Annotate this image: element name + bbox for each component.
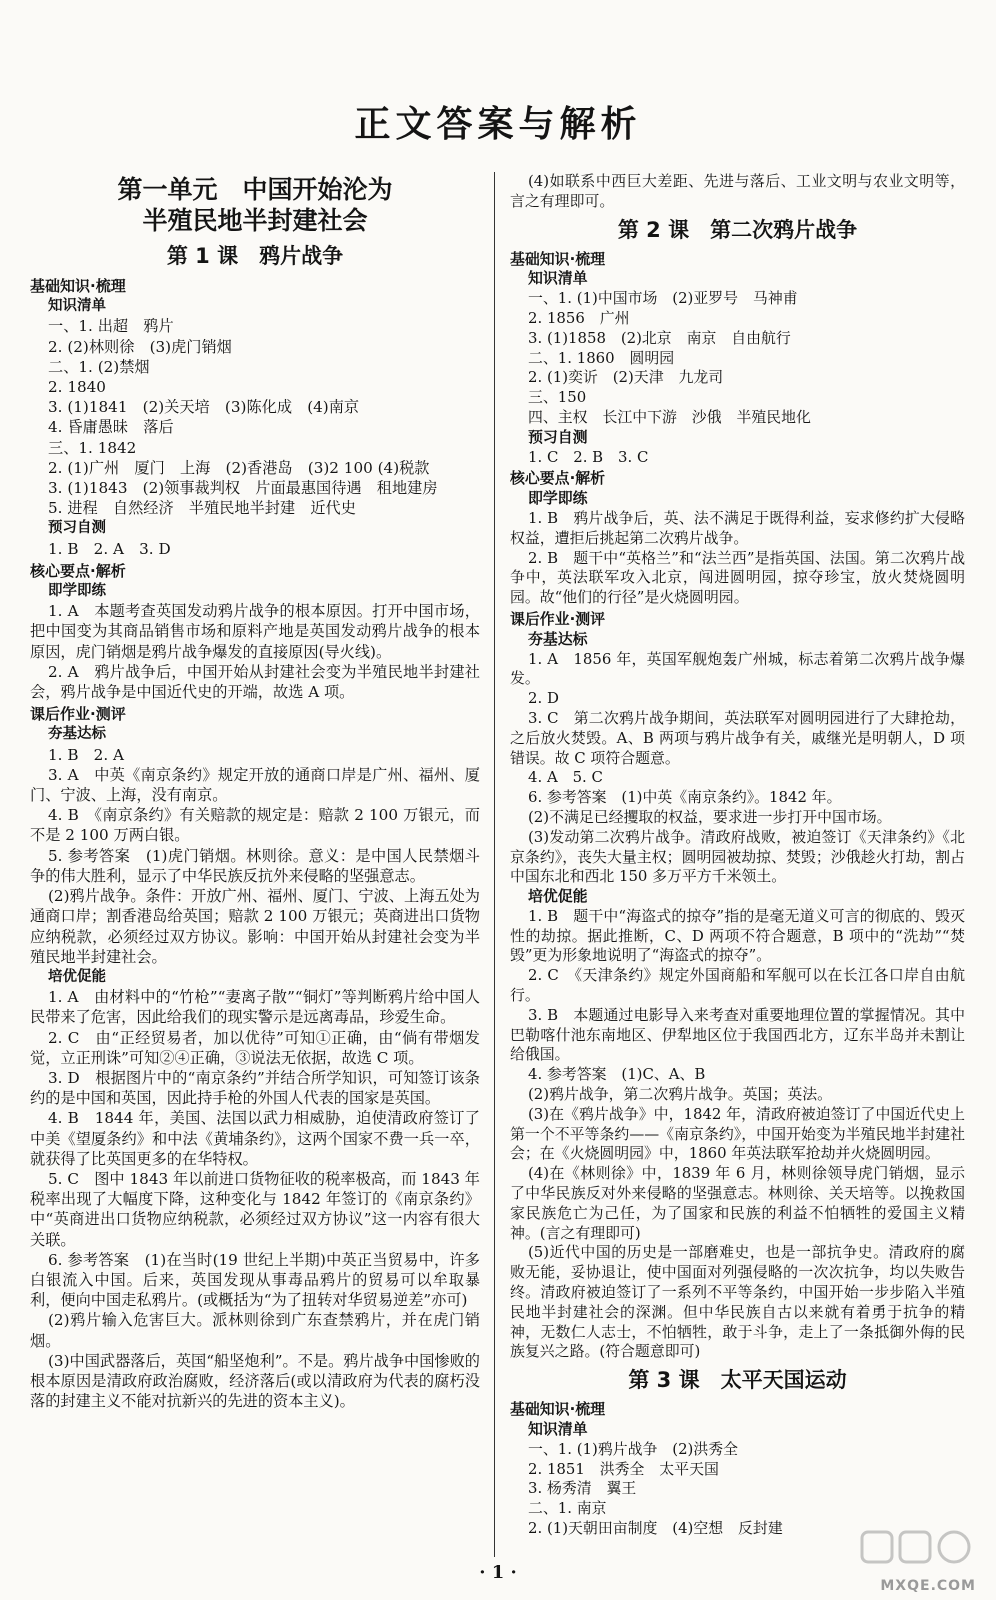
right-column bbox=[510, 172, 965, 1539]
subsection-heading: 培优促能 bbox=[528, 887, 588, 906]
answer-paragraph: 2. D bbox=[528, 689, 559, 708]
answer-paragraph: 2. C 《天津条约》规定外国商船和军舰可以在长江各口岸自由航行。 bbox=[510, 966, 965, 1005]
answer-paragraph: 2. (1)广州 厦门 上海 (2)香港岛 (3)2 100 (4)税款 bbox=[48, 458, 430, 477]
answer-paragraph: 2. A 鸦片战争后，中国开始从封建社会变为半殖民地半封建社会，鸦片战争是中国近代史的开端，故选 A 项。 bbox=[30, 662, 480, 702]
answer-paragraph: 3. (1)1843 (2)领事裁判权 片面最惠国待遇 租地建房 bbox=[48, 479, 438, 498]
left-column bbox=[30, 172, 480, 1411]
answer-paragraph: 5. C 图中 1843 年以前进口货物征收的税率极高，而 1843 年税率出现了大幅度下降，这种变化与 1842 年签订的《南京条约》中“英商进出口货物应纳税款，必须经过双方协议”这一内容有很大关联。 bbox=[30, 1169, 480, 1249]
subsection-heading: 预习自测 bbox=[528, 427, 588, 446]
answer-paragraph: (2)鸦片战争。条件：开放广州、福州、厦门、宁波、上海五处为通商口岸；割香港岛给英国；赔款 2 100 万银元；英商进出口货物应纳税款，必须经过双方协议。影响：中国开始从封建社会变为半殖民地半封建社会。 bbox=[30, 887, 480, 966]
answer-line: 4. 昏庸愚昧 落后 bbox=[48, 418, 174, 437]
answer-line: 2. (1)天朝田亩制度 (4)空想 反封建 bbox=[528, 1519, 783, 1537]
answer-paragraph: 1. A 1856 年，英国军舰炮轰广州城，标志着第二次鸦片战争爆发。 bbox=[510, 649, 965, 688]
answer-paragraph: 3. C 第二次鸦片战争期间，英法联军对圆明园进行了大肆抢劫，之后放火焚毁。A、B 两项与鸦片战争有关，戚继光是明朝人，D 项错误。故 C 项符合题意。 bbox=[510, 708, 965, 767]
answer-line: 3. (1)1841 (2)关天培 (3)陈化成 (4)南京 bbox=[48, 398, 360, 417]
answer-paragraph: (2)鸦片输入危害巨大。派林则徐到广东查禁鸦片，并在虎门销烟。 bbox=[30, 1311, 480, 1350]
answer-paragraph: (3)在《鸦片战争》中，1842 年，清政府被迫签订了中国近代史上第一个不平等条约——《南京条约》，中国开始变为半殖民地半封建社会；在《火烧圆明园》中，1860 年英法联军抢劫并火烧圆明园。 bbox=[510, 1104, 965, 1163]
section-heading: 课后作业·测评 bbox=[510, 609, 606, 628]
page-title: 正文答案与解析 bbox=[354, 103, 642, 145]
answer-line: 1. B 2. A 3. D bbox=[48, 539, 171, 558]
answer-line: 2. 1840 bbox=[48, 378, 106, 397]
answer-paragraph: 3. D 根据图片中的“南京条约”并结合所学知识，可知签订该条约的是中国和英国，因此持手枪的外国人代表的国家是英国。 bbox=[30, 1068, 480, 1108]
section-heading: 课后作业·测评 bbox=[30, 705, 126, 724]
section-heading: 基础知识·梳理 bbox=[30, 277, 126, 295]
answer-paragraph: 1. A 本题考查英国发动鸦片战争的根本原因。打开中国市场，把中国变为其商品销售市场和原料产地是英国发动鸦片战争的根本原因，虎门销烟是鸦片战争爆发的直接原因(导火线)。 bbox=[30, 602, 480, 661]
answer-line: 2. 1856 广州 bbox=[528, 308, 630, 327]
answer-line: 2. (2)林则徐 (3)虎门销烟 bbox=[48, 337, 232, 356]
answer-paragraph: (2)不满足已经攫取的权益，要求进一步打开中国市场。 bbox=[528, 807, 892, 826]
answer-paragraph: 4. B 《南京条约》有关赔款的规定是：赔款 2 100 万银元，而不是 2 100 万两白银。 bbox=[30, 806, 480, 845]
answer-line: 二、1. 南京 bbox=[528, 1499, 607, 1518]
answer-paragraph: 3. B 本题通过电影导入来考查对重要地理位置的掌握情况。其中巴勒喀什池东南地区、伊犁地区位于我国西北方，辽东半岛并未割让给俄国。 bbox=[510, 1005, 965, 1064]
section-heading: 基础知识·梳理 bbox=[510, 249, 606, 268]
answer-paragraph: 6. 参考答案 (1)在当时(19 世纪上半期)中英正当贸易中，许多白银流入中国。后来，英国发现从事毒品鸦片的贸易可以牟取暴利，便向中国走私鸦片。(或概括为“为了扭转对华贸易逆差”亦可) bbox=[30, 1250, 480, 1310]
answer-line: 三、150 bbox=[528, 388, 587, 407]
answer-line: 一、1. 出超 鸦片 bbox=[48, 317, 174, 336]
lesson-title: 第 2 课 第二次鸦片战争 bbox=[617, 217, 858, 242]
subsection-heading: 培优促能 bbox=[48, 968, 106, 985]
lesson-title: 第 3 课 太平天国运动 bbox=[628, 1368, 847, 1393]
answer-line: 一、1. (1)鸦片战争 (2)洪秀全 bbox=[528, 1439, 739, 1458]
answer-paragraph: 4. B 1844 年，美国、法国以武力相威胁，迫使清政府签订了中美《望厦条约》和中法《黄埔条约》，这两个国家不费一兵一卒，就获得了比英国更多的在华特权。 bbox=[30, 1109, 480, 1168]
answer-paragraph: (2)鸦片战争，第二次鸦片战争。英国；英法。 bbox=[528, 1085, 833, 1104]
answer-paragraph: (5)近代中国的历史是一部磨难史，也是一部抗争史。清政府的腐败无能，妥协退让，使中国面对列强侵略的一次次抗争，均以失败告终。清政府被迫签订了一系列不平等条约，中国开始一步步陷入半殖民地半封建社会的深渊。但中华民族自古以来就有着勇于抗争的精神，无数仁人志士，不怕牺牲，敢于斗争，走上了一条抵御外侮的民族复兴之路。(符合题意即可) bbox=[510, 1243, 965, 1361]
answer-line: 二、1. 1860 圆明园 bbox=[528, 348, 675, 367]
answer-line: 四、主权 长江中下游 沙俄 半殖民地化 bbox=[528, 407, 811, 426]
page-number: · 1 · bbox=[479, 1562, 517, 1583]
answer-line: 2. (1)奕䜣 (2)天津 九龙司 bbox=[528, 368, 724, 387]
answer-line: 二、1. (2)禁烟 bbox=[48, 357, 150, 376]
answer-line: 2. 1851 洪秀全 太平天国 bbox=[528, 1459, 719, 1478]
subsection-heading: 即学即练 bbox=[528, 489, 588, 508]
subsection-heading: 知识清单 bbox=[48, 298, 106, 315]
section-heading: 核心要点·解析 bbox=[30, 561, 126, 580]
answer-paragraph: 1. A 由材料中的“竹枪”“妻离子散”“铜灯”等判断鸦片给中国人民带来了危害，因此给我们的现实警示是远离毒品，珍爱生命。 bbox=[30, 988, 480, 1027]
answer-paragraph: 2. B 题干中“英格兰”和“法兰西”是指英国、法国。第二次鸦片战争中，英法联军攻入北京，闯进圆明园，掠夺珍宝，放火焚烧圆明园。故“他们的行径”是火烧圆明园。 bbox=[510, 548, 965, 607]
subsection-heading: 预习自测 bbox=[48, 520, 106, 537]
answer-paragraph: (3)中国武器落后，英国“船坚炮利”。不是。鸦片战争中国惨败的根本原因是清政府政治腐败，经济落后(或以清政府为代表的腐朽没落的封建主义不能对抗新兴的先进的资本主义)。 bbox=[30, 1351, 480, 1411]
answer-paragraph: (4)在《林则徐》中，1839 年 6 月，林则徐领导虎门销烟，显示了中华民族反对外来侵略的坚强意志。林则徐、关天培等。以挽救国家民族危亡为己任，为了国家和民族的利益不怕牺牲的爱国主义精神。(言之有理即可) bbox=[510, 1164, 965, 1242]
answer-paragraph: 1. B 题干中“海盗式的掠夺”指的是毫无道义可言的彻底的、毁灭性的劫掠。据此推断，C、D 两项不符合题意，B 项中的“洗劫”“焚毁”更为形象地说明了“海盗式的掠夺”。 bbox=[510, 906, 965, 965]
subsection-heading: 夯基达标 bbox=[528, 629, 588, 648]
watermark-text: MXQE.COM bbox=[880, 1578, 976, 1594]
answer-paragraph: 4. A 5. C bbox=[528, 768, 603, 787]
subsection-heading: 即学即练 bbox=[48, 583, 106, 600]
subsection-heading: 知识清单 bbox=[528, 1420, 588, 1439]
section-heading: 基础知识·梳理 bbox=[510, 1400, 606, 1419]
answer-paragraph: 1. B 鸦片战争后，英、法不满足于既得利益，妄求修约扩大侵略权益，遭拒后挑起第二次鸦片战争。 bbox=[510, 508, 965, 547]
answer-paragraph: 6. 参考答案 (1)中英《南京条约》。1842 年。 bbox=[528, 788, 842, 807]
answer-line: 1. C 2. B 3. C bbox=[528, 447, 649, 466]
subsection-heading: 夯基达标 bbox=[48, 726, 106, 743]
answer-paragraph: 3. A 中英《南京条约》规定开放的通商口岸是广州、福州、厦门、宁波、上海，没有南京。 bbox=[30, 765, 480, 805]
subsection-heading: 知识清单 bbox=[528, 269, 588, 288]
answer-paragraph: (4)如联系中西巨大差距、先进与落后、工业文明与农业文明等，言之有理即可。 bbox=[510, 172, 965, 210]
lesson-title: 第 1 课 鸦片战争 bbox=[166, 244, 344, 268]
answer-paragraph: (3)发动第二次鸦片战争。清政府战败，被迫签订《天津条约》《北京条约》，丧失大量主权；圆明园被劫掠、焚毁；沙俄趁火打劫，割占中国东北和西北 150 多万平方千米领土。 bbox=[510, 827, 965, 886]
answer-paragraph: 2. C 由“正经贸易者，加以优待”可知①正确，由“倘有带烟发觉，立正刑诛”可知②④正确，③说法无依据，故选 C 项。 bbox=[30, 1028, 480, 1067]
answer-line: 三、1. 1842 bbox=[48, 438, 137, 457]
answer-line: 一、1. (1)中国市场 (2)亚罗号 马神甫 bbox=[528, 289, 798, 308]
answer-line: 3. (1)1858 (2)北京 南京 自由航行 bbox=[528, 328, 791, 347]
section-heading: 核心要点·解析 bbox=[510, 469, 606, 488]
answer-line: 1. B 2. A bbox=[48, 745, 124, 764]
column-divider bbox=[494, 172, 495, 1557]
answer-line: 3. 杨秀清 翼王 bbox=[528, 1479, 637, 1498]
answer-line: 5. 进程 自然经济 半殖民地半封建 近代史 bbox=[48, 499, 356, 518]
answer-paragraph: 5. 参考答案 (1)虎门销烟。林则徐。意义：是中国人民禁烟斗争的伟大胜利，显示了中华民族反抗外来侵略的坚强意志。 bbox=[30, 846, 480, 885]
unit-title: 第一单元 中国开始沦为 半殖民地半封建社会 bbox=[117, 175, 393, 235]
answer-paragraph: 4. 参考答案 (1)C、A、B bbox=[528, 1065, 706, 1084]
